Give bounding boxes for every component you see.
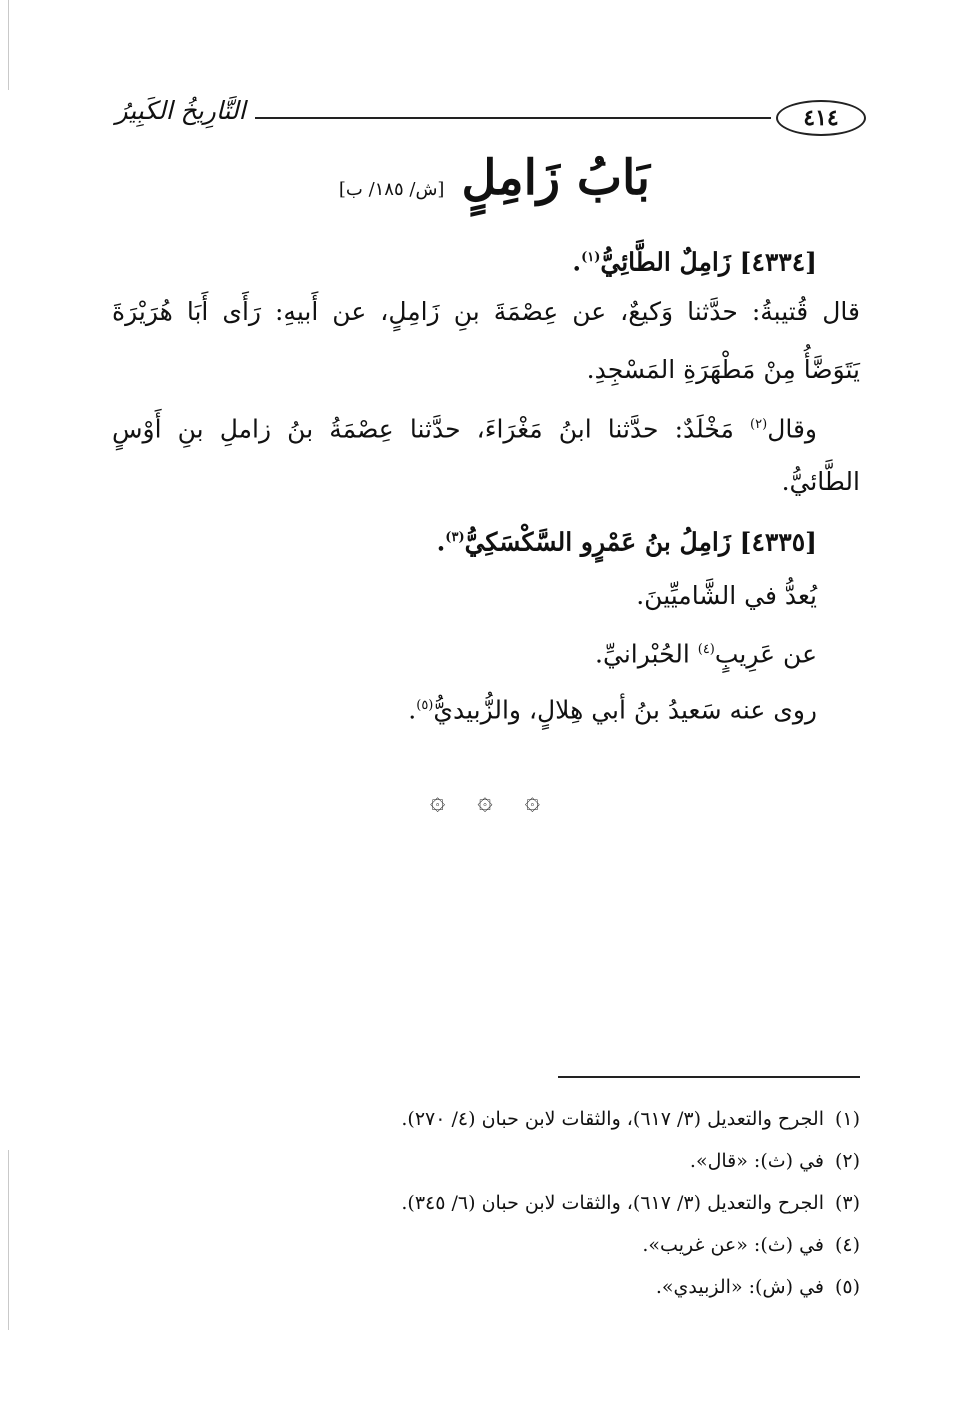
footnote-marker: (٤) xyxy=(697,642,715,657)
paragraph-lead: وقال xyxy=(767,414,817,444)
entry-paragraph-line: الطَّائيُّ. xyxy=(781,467,860,496)
entry-paragraph-line: قال قُتيبةُ: حدَّثنا وَكيعٌ، عن عِصْمَةَ بنِ زَامِلٍ، عن أَبيهِ: رَأَى أَبَا هُرَيْرَةَ xyxy=(112,297,860,326)
entry-line xyxy=(408,686,817,730)
footnote xyxy=(656,1272,860,1302)
ornament-star-icon: ۞ xyxy=(477,786,493,816)
footnote-text: الجرح والتعديل (٣/ ٦١٧)، والثقات لابن حبان (٦/ ٣٤٥). xyxy=(401,1192,824,1214)
entry-heading-text: [٤٣٣٥] زَامِلُ بنُ عَمْرٍو السَّكْسَكِيُّ xyxy=(464,527,817,557)
footnote xyxy=(401,1188,860,1218)
scan-edge-line xyxy=(8,0,9,90)
paragraph-text: مَخْلَدٌ: حدَّثنا ابنُ مَغْرَاءَ، حدَّثنا عِصْمَةُ بنُ زاملِ بنِ أَوْسٍ xyxy=(112,414,751,444)
entry-heading-text: [٤٣٣٤] زَامِلٌ الطَّائِيُّ xyxy=(600,247,817,277)
footnote-marker: (٢) xyxy=(750,417,768,432)
footnote-marker: (١) xyxy=(581,250,601,265)
footnote-number: (٢) xyxy=(834,1150,860,1172)
entry-heading-end: . xyxy=(436,527,446,557)
page-number xyxy=(776,100,866,136)
footnote-number: (٣) xyxy=(834,1192,860,1214)
section-ornament xyxy=(430,788,540,814)
running-title: التَّارِيخُ الكَبِيرُ xyxy=(115,96,246,125)
scan-edge-line xyxy=(8,1150,9,1330)
footnote-number: (١) xyxy=(834,1108,860,1130)
footnote-text: الجرح والتعديل (٣/ ٦١٧)، والثقات لابن حبان (٤/ ٢٧٠). xyxy=(401,1108,824,1130)
entry-line xyxy=(595,630,817,674)
chapter-title-text: بَابُ زَامِلٍ xyxy=(461,150,650,206)
entry-line-lead: عن عَرِيبٍ xyxy=(714,639,817,669)
entry-paragraph-line: يَتَوَضَّأُ مِنْ مَطْهَرَةِ المَسْجِدِ. xyxy=(586,355,860,384)
entry-line-end: . xyxy=(408,695,417,725)
footnote-number: (٤) xyxy=(834,1234,860,1256)
ornament-star-icon: ۞ xyxy=(524,786,540,816)
footnote-text: في (ث): «قال». xyxy=(689,1150,824,1172)
footnote xyxy=(401,1104,860,1134)
footnote-marker: (٥) xyxy=(416,698,434,713)
entry-heading-end: . xyxy=(572,247,582,277)
footnote xyxy=(690,1146,860,1176)
entry-heading xyxy=(572,238,817,282)
footnote-rule xyxy=(558,1076,860,1078)
footnote-text: في (ش): «الزبيدي». xyxy=(655,1276,824,1298)
entry-line: يُعدُّ في الشَّاميِّينَ. xyxy=(636,581,817,610)
footnote-text: في (ث): «عن غريب». xyxy=(642,1234,824,1256)
page-number-text: ٤١٤ xyxy=(803,105,839,131)
entry-paragraph-line xyxy=(112,405,817,449)
footnote-number: (٥) xyxy=(834,1276,860,1298)
footnote-marker: (٣) xyxy=(445,530,465,545)
manuscript-reference: [ش/ ١٨٥/ ب] xyxy=(338,179,445,200)
ornament-star-icon: ۞ xyxy=(430,786,446,816)
entry-line-tail: الحُبْرانيِّ. xyxy=(595,639,698,669)
entry-heading xyxy=(437,518,817,562)
entry-line-lead: روى عنه سَعيدُ بنُ أبي هِلالٍ، والزُّبيديُّ xyxy=(433,695,817,725)
header-rule xyxy=(255,117,771,119)
chapter-title xyxy=(330,150,650,230)
footnote xyxy=(642,1230,860,1260)
